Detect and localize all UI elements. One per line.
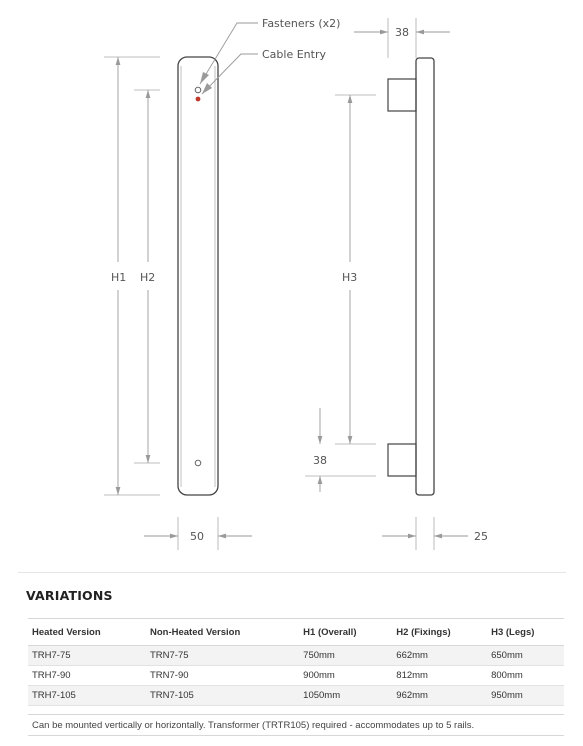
variations-heading: VARIATIONS (26, 588, 113, 603)
table-cell: TRN7-90 (146, 666, 299, 686)
cable-entry-label: Cable Entry (262, 48, 326, 61)
table-cell: TRH7-75 (28, 646, 146, 666)
h3-label: H3 (342, 271, 358, 284)
table-cell: TRH7-105 (28, 686, 146, 706)
col-h3: H3 (Legs) (487, 619, 564, 646)
col-non-heated-version: Non-Heated Version (146, 619, 299, 646)
front-view (104, 17, 340, 550)
table-cell: 800mm (487, 666, 564, 686)
fasteners-label: Fasteners (x2) (262, 17, 341, 30)
table-cell: TRH7-90 (28, 666, 146, 686)
table-row (28, 646, 564, 666)
fastener-top (195, 87, 201, 93)
section-divider (18, 572, 566, 573)
table-row (28, 686, 564, 706)
leg-label: 38 (313, 454, 327, 467)
mounting-note: Can be mounted vertically or horizontally. Transformer (TRTR105) required - accommodates up to 5 rails. (28, 714, 564, 736)
table-cell: TRN7-75 (146, 646, 299, 666)
h2-label: H2 (140, 271, 156, 284)
table-cell: 650mm (487, 646, 564, 666)
depth-label: 38 (395, 26, 409, 39)
side-view (305, 18, 488, 550)
fastener-bottom (195, 460, 201, 466)
table-header-row (28, 619, 564, 646)
table-cell: 900mm (299, 666, 392, 686)
thickness-label: 25 (474, 530, 488, 543)
variations-table (28, 618, 564, 706)
table-cell: 1050mm (299, 686, 392, 706)
table-cell: 662mm (392, 646, 487, 666)
top-leg (388, 79, 416, 111)
rail-body-side (416, 58, 434, 495)
width-label: 50 (190, 530, 204, 543)
table-cell: 962mm (392, 686, 487, 706)
col-h1: H1 (Overall) (299, 619, 392, 646)
cable-entry-dot (196, 97, 201, 102)
h1-label: H1 (111, 271, 127, 284)
col-h2: H2 (Fixings) (392, 619, 487, 646)
col-heated-version: Heated Version (28, 619, 146, 646)
table-row (28, 666, 564, 686)
table-cell: 750mm (299, 646, 392, 666)
table-cell: 950mm (487, 686, 564, 706)
bottom-leg (388, 444, 416, 476)
rail-body-front (178, 57, 218, 495)
table-cell: 812mm (392, 666, 487, 686)
table-cell: TRN7-105 (146, 686, 299, 706)
